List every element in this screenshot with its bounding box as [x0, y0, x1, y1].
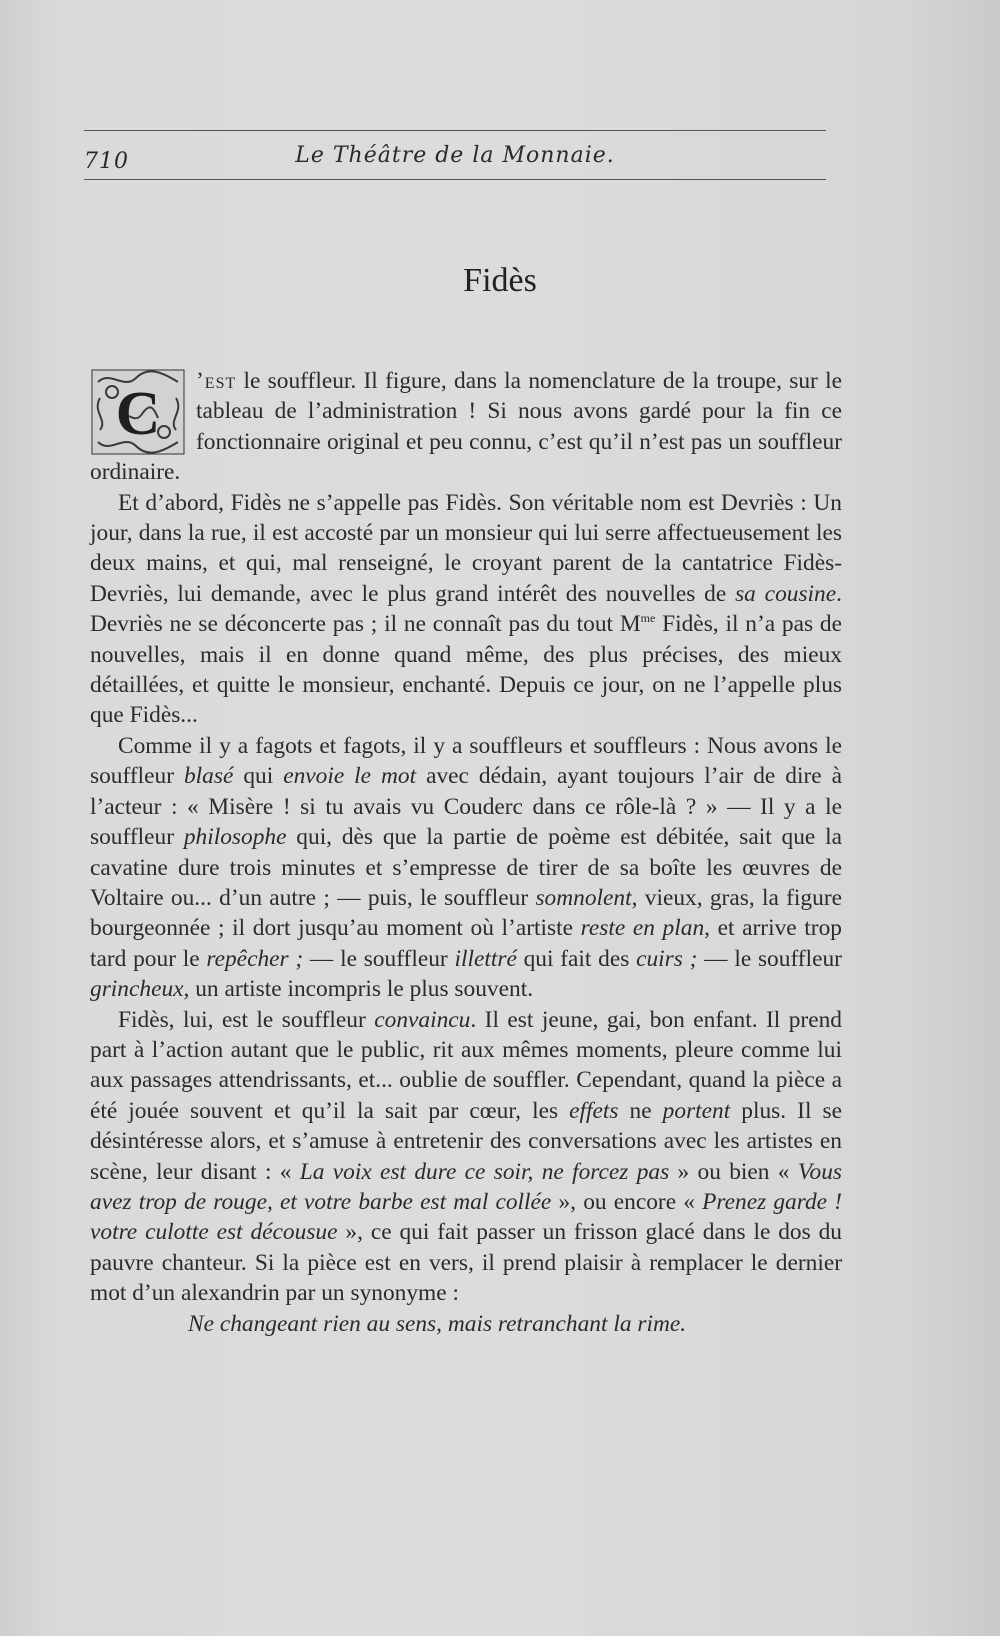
verse-quote: Ne changeant rien au sens, mais retranchant la rime.	[188, 1310, 687, 1337]
running-title: Le Théâtre de la Monnaie.	[295, 143, 615, 168]
ornamental-drop-cap-icon	[90, 368, 186, 456]
paragraph-3: Comme il y a fagots et fagots, il y a souffleurs et souffleurs : Nous avons le souffleur blasé qui envoie le mot avec dédain, ayant toujours l’air de dire à l’acteur : « Misère ! si tu avais vu Couderc dans ce rôle-là ? » — Il y a le souffleur philosophe qui, dès que la partie de poème est débitée, sait que la cavatine dure trois minutes et s’empresse de tirer de sa boîte les œuvres de Voltaire ou... d’un autre ; — puis, le souffleur somnolent, vieux, gras, la figure bourgeonnée ; il dort jusqu’au moment où l’artiste reste en plan, et arrive trop tard pour le repêcher ; — le souffleur illettré qui fait des cuirs ; — le souffleur grincheux, un artiste incompris le plus souvent.	[90, 732, 842, 1003]
body-text	[90, 366, 842, 1339]
svg-text:C: C	[115, 380, 161, 448]
page-number: 710	[84, 149, 129, 174]
paragraph-1: C ’est le souffleur. Il figure, dans la nomenclature de la troupe, sur le tableau de l’administration ! Si nous avons gardé pour la fin ce fonctionnaire original et peu connu, c’est qu’il n’est pas un souffleur ordinaire.	[90, 368, 842, 486]
paragraph-4: Fidès, lui, est le souffleur convaincu. Il est jeune, gai, bon enfant. Il prend part à l’action autant que le public, rit aux mêmes moments, pleure comme lui aux passages attendrissants, et... oublie de souffler. Cependant, quand la pièce a été jouée souvent et qu’il la sait par cœur, les effets ne portent plus. Il se désintéresse alors, et s’amuse à entretenir des conversations avec les artistes en scène, leur disant : « La voix est dure ce soir, ne forcez pas » ou bien « Vous avez trop de rouge, et votre barbe est mal collée », ou encore « Prenez garde ! votre culotte est décousue », ce qui fait passer un frisson glacé dans le dos du pauvre chanteur. Si la pièce est en vers, il prend plaisir à remplacer le dernier mot d’un alexandrin par un synonyme :	[90, 1006, 843, 1307]
paragraph-2: Et d’abord, Fidès ne s’appelle pas Fidès. Son véritable nom est Devriès : Un jour, dans la rue, il est accosté par un monsieur qui lui serre affectueusement les deux mains, et qui, mal renseigné, le croyant parent de la cantatrice Fidès-Devriès, lui demande, avec le plus grand intérêt des nouvelles de sa cousine. Devriès ne se déconcerte pas ; il ne connaît pas du tout $M^{me}$ Fidès, il n’a pas de nouvelles, mais il en donne quand même, des plus précises, des mieux détaillées, et quitte le monsieur, enchanté. Depuis ce jour, on ne l’appelle plus que Fidès...	[90, 489, 842, 729]
page-header	[84, 130, 826, 180]
chapter-title: Fidès	[463, 262, 537, 299]
